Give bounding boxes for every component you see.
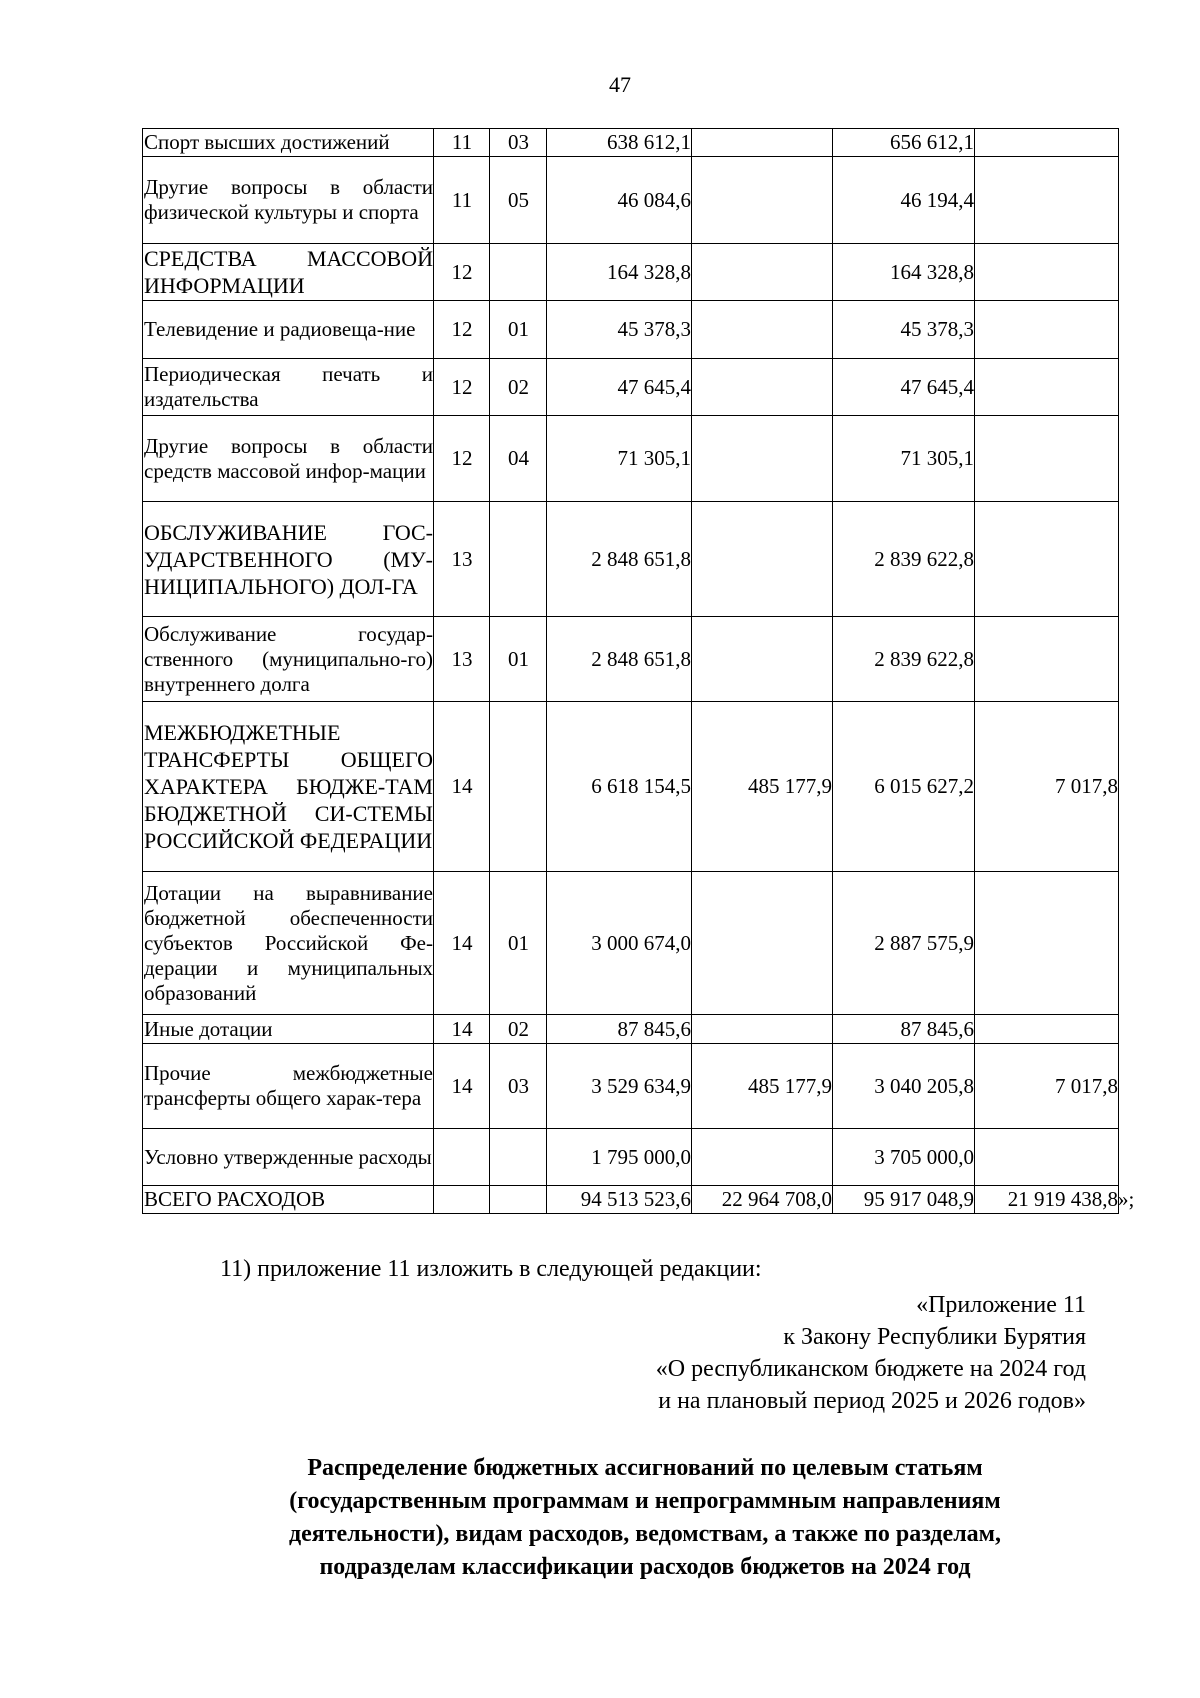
amount-cell: 2 848 651,8	[547, 502, 692, 617]
table-row	[143, 1015, 1119, 1044]
section-code-cell: 12	[434, 244, 490, 301]
amount-cell: 87 845,6	[547, 1015, 692, 1044]
amount-cell: 45 378,3	[547, 301, 692, 359]
subsection-code-cell: 03	[490, 1044, 547, 1129]
amount-cell	[975, 416, 1119, 502]
amount-cell: 71 305,1	[833, 416, 975, 502]
row-name-cell: СРЕДСТВА МАССОВОЙ ИНФОРМАЦИИ	[143, 244, 434, 301]
amount-cell	[975, 1129, 1119, 1186]
amount-cell: 656 612,1	[833, 129, 975, 157]
row-name-cell: Иные дотации	[143, 1015, 434, 1044]
subsection-code-cell	[490, 502, 547, 617]
amount-cell	[975, 129, 1119, 157]
section-code-cell: 14	[434, 1044, 490, 1129]
row-name-cell: Условно утвержденные расходы	[143, 1129, 434, 1186]
section-code-cell: 12	[434, 359, 490, 416]
title-line: Распределение бюджетных ассигнований по целевым статьям	[307, 1455, 983, 1481]
section-code-cell: 13	[434, 617, 490, 702]
amount-cell	[692, 416, 833, 502]
table-row	[143, 1044, 1119, 1129]
subsection-code-cell: 02	[490, 359, 547, 416]
annex-header	[656, 1289, 1086, 1417]
table-row	[143, 157, 1119, 244]
section-code-cell: 12	[434, 416, 490, 502]
subsection-code-cell: 01	[490, 301, 547, 359]
amount-cell	[692, 1015, 833, 1044]
amount-cell: 87 845,6	[833, 1015, 975, 1044]
subsection-code-cell	[490, 702, 547, 872]
amount-cell	[975, 1015, 1119, 1044]
table-row	[143, 301, 1119, 359]
amount-cell	[692, 301, 833, 359]
document-title	[150, 1452, 1140, 1584]
subsection-code-cell: 01	[490, 872, 547, 1015]
amount-cell	[975, 301, 1119, 359]
amount-cell	[975, 244, 1119, 301]
section-code-cell: 14	[434, 872, 490, 1015]
row-name-cell: Другие вопросы в области средств массовой инфор-мации	[143, 416, 434, 502]
row-name-cell: МЕЖБЮДЖЕТНЫЕ ТРАНСФЕРТЫ ОБЩЕГО ХАРАКТЕРА БЮДЖЕ-ТАМ БЮДЖЕТНОЙ СИ-СТЕМЫ РОССИЙСКОЙ ФЕДЕРАЦИИ	[143, 702, 434, 872]
amount-cell: 164 328,8	[833, 244, 975, 301]
table-row	[143, 129, 1119, 157]
section-code-cell: 11	[434, 157, 490, 244]
amount-cell: 46 084,6	[547, 157, 692, 244]
table-row	[143, 1186, 1119, 1214]
annex-line: к Закону Республики Бурятия	[783, 1324, 1086, 1350]
amount-cell: 2 839 622,8	[833, 502, 975, 617]
amount-cell: 3 040 205,8	[833, 1044, 975, 1129]
amount-cell: 164 328,8	[547, 244, 692, 301]
row-name-cell: ВСЕГО РАСХОДОВ	[143, 1186, 434, 1214]
section-code-cell: 13	[434, 502, 490, 617]
amount-cell: 46 194,4	[833, 157, 975, 244]
amount-cell: 7 017,8	[975, 702, 1119, 872]
row-name-cell: Дотации на выравнивание бюджетной обеспеченности субъектов Российской Фе-дерации и муниципальных образований	[143, 872, 434, 1015]
amount-cell	[692, 129, 833, 157]
row-name-cell: Спорт высших достижений	[143, 129, 434, 157]
amount-cell: 2 848 651,8	[547, 617, 692, 702]
amount-cell	[692, 359, 833, 416]
table-row	[143, 1129, 1119, 1186]
amount-cell: 638 612,1	[547, 129, 692, 157]
title-line: деятельности), видам расходов, ведомствам, а также по разделам,	[288, 1521, 1002, 1547]
amount-cell: 71 305,1	[547, 416, 692, 502]
amount-cell: 2 887 575,9	[833, 872, 975, 1015]
section-code-cell: 12	[434, 301, 490, 359]
table-row	[143, 359, 1119, 416]
table-row	[143, 617, 1119, 702]
row-name-cell: Обслуживание государ-ственного (муниципально-го) внутреннего долга	[143, 617, 434, 702]
row-name-cell: Другие вопросы в области физической культуры и спорта	[143, 157, 434, 244]
amount-cell: 45 378,3	[833, 301, 975, 359]
amount-cell: 2 839 622,8	[833, 617, 975, 702]
section-code-cell: 11	[434, 129, 490, 157]
amount-cell: 94 513 523,6	[547, 1186, 692, 1214]
subsection-code-cell: 03	[490, 129, 547, 157]
subsection-code-cell: 04	[490, 416, 547, 502]
subsection-code-cell: 02	[490, 1015, 547, 1044]
amount-cell: 7 017,8	[975, 1044, 1119, 1129]
amount-cell: 22 964 708,0	[692, 1186, 833, 1214]
row-name-cell: Прочие межбюджетные трансферты общего харак-тера	[143, 1044, 434, 1129]
amount-cell	[692, 1129, 833, 1186]
amount-cell	[975, 157, 1119, 244]
title-line: подразделам классификации расходов бюджетов на 2024 год	[319, 1554, 971, 1580]
title-line: (государственным программам и непрограммным направлениям	[289, 1488, 1001, 1514]
annex-line: «О республиканском бюджете на 2024 год	[655, 1356, 1086, 1382]
amount-cell	[692, 617, 833, 702]
amount-cell	[975, 617, 1119, 702]
amount-cell	[692, 157, 833, 244]
annex-line: и на плановый период 2025 и 2026 годов»	[658, 1388, 1086, 1414]
subsection-code-cell	[490, 1129, 547, 1186]
section-code-cell	[434, 1186, 490, 1214]
section-code-cell: 14	[434, 1015, 490, 1044]
closing-quote-mark: »;	[1118, 1187, 1135, 1211]
instruction-text: 11) приложение 11 изложить в следующей редакции:	[220, 1256, 762, 1282]
amount-cell	[975, 872, 1119, 1015]
amount-cell: 3 529 634,9	[547, 1044, 692, 1129]
amount-cell: 485 177,9	[692, 1044, 833, 1129]
table-row	[143, 702, 1119, 872]
subsection-code-cell	[490, 244, 547, 301]
amount-cell: 6 015 627,2	[833, 702, 975, 872]
section-code-cell: 14	[434, 702, 490, 872]
page-number: 47	[609, 72, 631, 97]
amount-cell: 3 705 000,0	[833, 1129, 975, 1186]
amount-cell: 1 795 000,0	[547, 1129, 692, 1186]
amount-cell	[692, 244, 833, 301]
budget-table	[142, 128, 1135, 1214]
amount-cell: 3 000 674,0	[547, 872, 692, 1015]
subsection-code-cell	[490, 1186, 547, 1214]
amount-cell	[692, 872, 833, 1015]
amount-cell	[975, 502, 1119, 617]
row-name-cell: Периодическая печать и издательства	[143, 359, 434, 416]
row-name-cell: ОБСЛУЖИВАНИЕ ГОС-УДАРСТВЕННОГО (МУ-НИЦИПАЛЬНОГО) ДОЛ-ГА	[143, 502, 434, 617]
amount-cell: 47 645,4	[547, 359, 692, 416]
table-body	[143, 129, 1135, 1214]
table-row	[143, 416, 1119, 502]
amount-cell: 6 618 154,5	[547, 702, 692, 872]
amount-cell	[975, 359, 1119, 416]
annex-line: «Приложение 11	[916, 1292, 1086, 1318]
row-name-cell: Телевидение и радиовеща-ние	[143, 301, 434, 359]
table-row	[143, 244, 1119, 301]
subsection-code-cell: 01	[490, 617, 547, 702]
amount-cell: 47 645,4	[833, 359, 975, 416]
table-row	[143, 502, 1119, 617]
table-row	[143, 872, 1119, 1015]
amount-cell: 95 917 048,9	[833, 1186, 975, 1214]
amount-cell: 21 919 438,8 »;	[975, 1186, 1119, 1214]
section-code-cell	[434, 1129, 490, 1186]
subsection-code-cell: 05	[490, 157, 547, 244]
amount-cell	[692, 502, 833, 617]
amount-cell: 485 177,9	[692, 702, 833, 872]
